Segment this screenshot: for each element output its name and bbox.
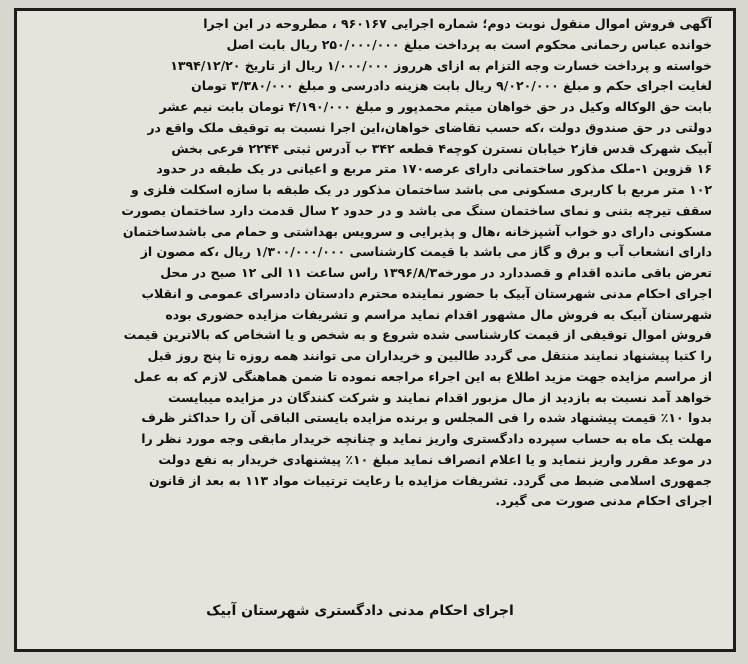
notice-line: آبیک شهرک قدس فاز۲ خیابان نسترن کوچه۴ قطعه ۳۴۲ ب آدرس ثبتی ۲۲۴۴ فرعی بخش [171, 140, 712, 156]
notice-line: خواسته و پرداخت خسارت وجه التزام به ازای هرروز ۱/۰۰۰/۰۰۰ ریال از تاریخ ۱۳۹۴/۱۲/۲۰ [170, 57, 712, 73]
notice-line: بدوا ۱۰٪ قیمت پیشنهاد شده را فی المجلس و برنده مزایده بایستی الباقی آن را حداکثر ظرف [141, 410, 712, 426]
notice-line: شهرستان آبیک به فروش مال مشهور اقدام نماید مراسم و تشریفات مزایده حضوری بوده [165, 306, 712, 322]
notice-signature: اجرای احکام مدنی دادگستری شهرستان آبیک [206, 603, 514, 619]
notice-line: مهلت یک ماه به حساب سپرده دادگستری واریز نماید و چنانچه خریدار مابقی وجه مورد نظر را [141, 431, 712, 446]
notice-line: فروش اموال توقیفی از قیمت کارشناسی شده شروع و به شخص و یا اشخاص که بالاترین قیمت [123, 327, 712, 343]
notice-line: را کتبا پیشنهاد نمایند منتقل می گردد طالبین و خریداران می توانند همه روزه تا پنج روز قبل [147, 348, 712, 363]
notice-line: آگهی فروش اموال منقول نوبت دوم؛ شماره اجرایی ۹۶۰۱۶۷ ، مطروحه در این اجرا [203, 16, 712, 31]
notice-line: اجرای احکام مدنی صورت می گیرد. [495, 493, 712, 509]
notice-line: خوانده عباس رحمانی محکوم است به پرداخت مبلغ ۲۵۰/۰۰۰/۰۰۰ ریال بابت اصل [226, 36, 712, 52]
notice-line: خواهد آمد نسبت به بازدید از مال مزبور اقدام نمایند و شرکت کنندگان در مزایده میبایست [167, 389, 712, 405]
notice-body [22, 14, 712, 512]
notice-line: لغایت اجرای حکم و مبلغ ۹/۰۲۰/۰۰۰ ریال بابت هزینه دادرسی و مبلغ ۳/۳۸۰/۰۰۰ تومان [191, 78, 712, 94]
notice-line: بابت حق الوکاله وکیل در حق خواهان میثم محمدپور و مبلغ ۴/۱۹۰/۰۰۰ تومان بابت نیم عشر [159, 99, 712, 114]
notice-line: دولتی در حق صندوق دولت ،که حسب تقاضای خواهان،این اجرا نسبت به توقیف ملک واقع در [147, 119, 712, 135]
notice-line: ۱۰۲ متر مربع با کاربری مسکونی می باشد ساختمان مذکور در یک طبقه با سازه اسکلت فلزی و [131, 182, 712, 197]
notice-line: جمهوری اسلامی ضبط می گردد. تشریفات مزایده با رعایت ترتیبات مواد ۱۱۳ به بعد از قانون [148, 472, 712, 488]
notice-line: سقف تیرچه بتنی و نمای ساختمان سنگ می باشد و در حدود ۲ سال قدمت دارد ساختمان بصورت [121, 202, 712, 218]
notice-line: اجرای احکام مدنی شهرستان آبیک با حضور نماینده محترم دادستان دادسرای عمومی و انقلاب [141, 285, 712, 301]
notice-line: در موعد مقرر واریز ننماید و یا اعلام انصراف نماید مبلغ ۱۰٪ پیشنهادی خریدار به نفع دولت [158, 451, 712, 467]
notice-line: ۱۶ قزوین ۱-ملک مذکور ساختمانی دارای عرصه۱۷۰ متر مربع و اعیانی در یک طبقه در حدود [156, 161, 712, 177]
notice-line: از مراسم مزایده جهت مزید اطلاع به این اجراء مراجعه نموده تا ضمن هماهنگی لازم که به عمل [133, 368, 712, 384]
notice-line: مسکونی دارای دو خواب آشپزخانه ،هال و پذیرایی و سرویس بهداشتی و حمام می باشدساختمان [122, 223, 712, 239]
notice-line: تعرض باقی مانده اقدام و قصددارد در مورخه۱۳۹۶/۸/۳ راس ساعت ۱۱ الی ۱۲ صبح در محل [160, 265, 712, 280]
notice-line: دارای انشعاب آب و برق و گاز می باشد با قیمت کارشناسی ۱/۳۰۰/۰۰۰/۰۰۰ ریال ،که مصون از [140, 244, 712, 260]
